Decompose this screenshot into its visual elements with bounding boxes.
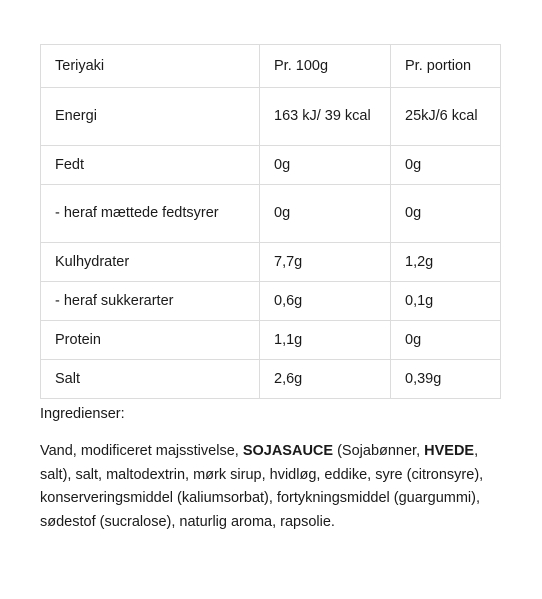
product-name-cell: Teriyaki xyxy=(41,45,260,88)
per-portion-header: Pr. portion xyxy=(391,45,501,88)
table-row-energi xyxy=(41,88,501,146)
table-row-kulhydrater xyxy=(41,243,501,282)
table-header-row xyxy=(41,45,501,88)
table-row-fedt xyxy=(41,146,501,185)
nutrition-table xyxy=(40,44,501,399)
row-per-portion: 1,2g xyxy=(391,243,501,282)
row-per-portion: 0,1g xyxy=(391,282,501,321)
row-per-100g: 0g xyxy=(260,146,391,185)
row-per-100g: 2,6g xyxy=(260,360,391,399)
ingredients-section xyxy=(40,403,510,534)
table-row-protein xyxy=(41,321,501,360)
table-row-sukkerarter xyxy=(41,282,501,321)
ingredients-text xyxy=(40,440,510,534)
row-label: Energi xyxy=(41,88,260,146)
allergen-soy: SOJASAUCE xyxy=(242,443,334,459)
table-row-salt xyxy=(41,360,501,399)
ingredients-part: (Sojabønner, xyxy=(333,443,425,459)
ingredients-part: , salt), salt, maltodextrin, mørk sirup, hvidløg, eddike, syre (citronsyre), konserveringsmiddel (kaliumsorbat), fortykningsmiddel (guargummi), sødestof (sucralose), naturlig aroma, rapsolie. xyxy=(40,443,484,530)
row-per-portion: 0g xyxy=(391,146,501,185)
row-label: Fedt xyxy=(41,146,260,185)
row-per-portion: 0,39g xyxy=(391,360,501,399)
per-100g-header: Pr. 100g xyxy=(260,45,391,88)
ingredients-heading: Ingredienser: xyxy=(40,406,125,422)
row-per-portion: 0g xyxy=(391,185,501,243)
row-per-100g: 7,7g xyxy=(260,243,391,282)
row-label: - heraf sukkerarter xyxy=(41,282,260,321)
row-label: Protein xyxy=(41,321,260,360)
row-per-100g: 0,6g xyxy=(260,282,391,321)
allergen-wheat: HVEDE xyxy=(424,443,475,459)
row-label: Kulhydrater xyxy=(41,243,260,282)
row-per-portion: 0g xyxy=(391,321,501,360)
row-label: - heraf mættede fedtsyrer xyxy=(41,185,260,243)
row-per-100g: 0g xyxy=(260,185,391,243)
row-per-portion: 25kJ/6 kcal xyxy=(391,88,501,146)
table-row-maettede-fedtsyrer xyxy=(41,185,501,243)
row-per-100g: 1,1g xyxy=(260,321,391,360)
ingredients-part: Vand, modificeret majsstivelse, xyxy=(40,443,243,459)
row-label: Salt xyxy=(41,360,260,399)
row-per-100g: 163 kJ/ 39 kcal xyxy=(260,88,391,146)
